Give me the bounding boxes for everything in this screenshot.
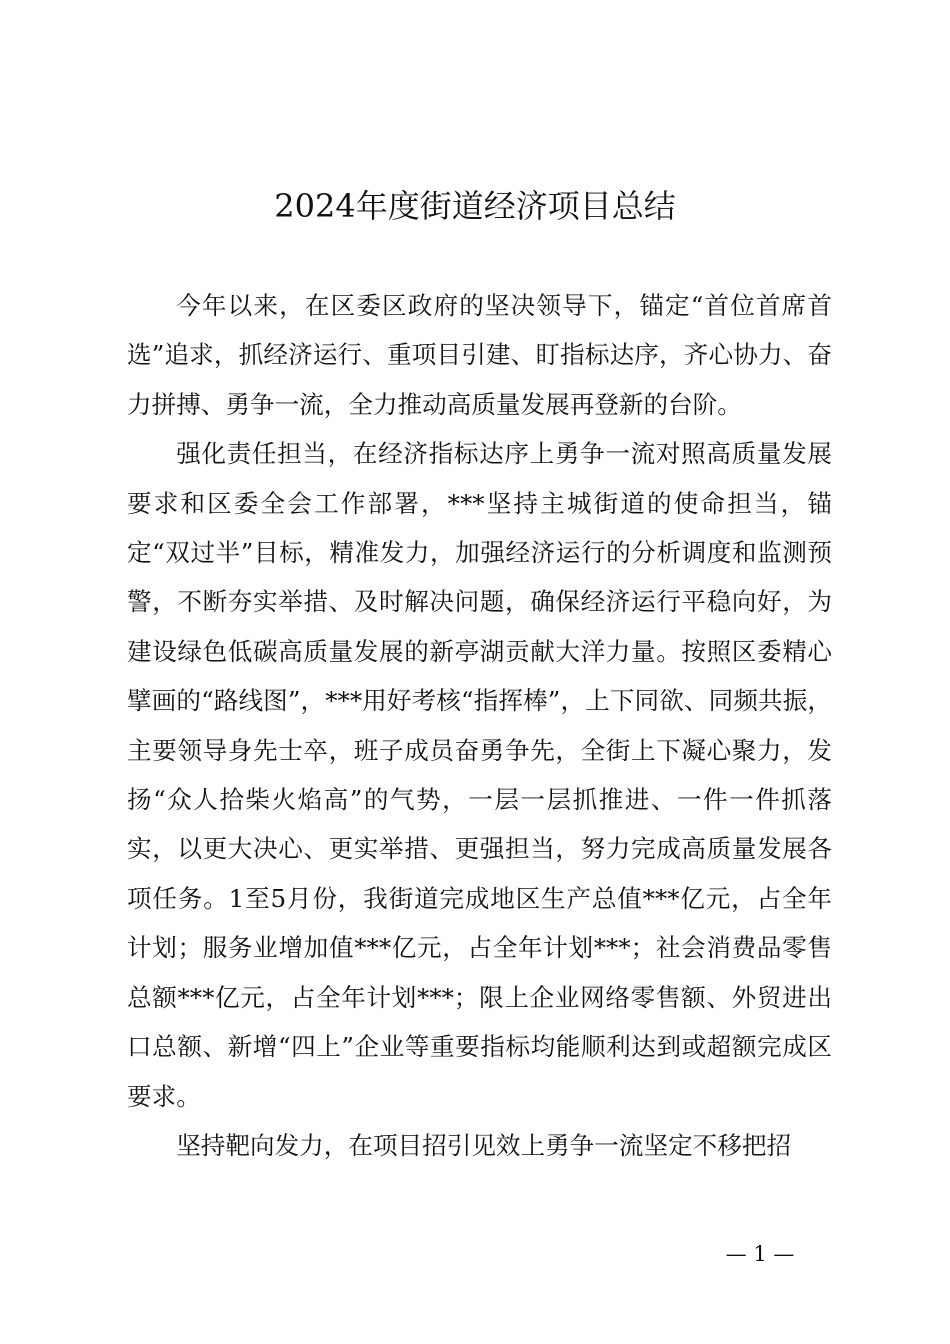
paragraph-intro: 今年以来，在区委区政府的坚决领导下，锚定“首位首席首选”追求，抓经济运行、重项目引建、盯指标达序，齐心协力、奋力拼搏、勇争一流，全力推动高质量发展再登新的台阶。 xyxy=(127,291,832,419)
document-title: 2024年度街道经济项目总结 xyxy=(274,187,676,225)
document-body xyxy=(127,281,832,1170)
paragraph-project-attraction: 坚持靶向发力，在项目招引见效上勇争一流坚定不移把招 xyxy=(176,1130,792,1160)
paragraph-economic-indicators: 强化责任担当，在经济指标达序上勇争一流对照高质量发展要求和区委全会工作部署，***坚持主城街道的使命担当，锚定“双过半”目标，精准发力，加强经济运行的分析调度和监测预警，不断夯实举措、及时解决问题，确保经济运行平稳向好，为建设绿色低碳高质量发展的新亭湖贡献大洋力量。按照区委精心擘画的“路线图”，***用好考核“指挥棒”，上下同欲、同频共振，主要领导身先士卒，班子成员奋勇争先，全街上下凝心聚力，发扬“众人拾柴火焰高”的气势，一层一层抓推进、一件一件抓落实，以更大决心、更实举措、更强担当，努力完成高质量发展各项任务。1至5月份，我街道完成地区生产总值***亿元，占全年计划；服务业增加值***亿元，占全年计划***；社会消费品零售总额***亿元，占全年计划***；限上企业网络零售额、外贸进出口总额、新增“四上”企业等重要指标均能顺利达到或超额完成区要求。 xyxy=(127,439,832,1111)
page-number: — 1 — xyxy=(725,1242,795,1266)
